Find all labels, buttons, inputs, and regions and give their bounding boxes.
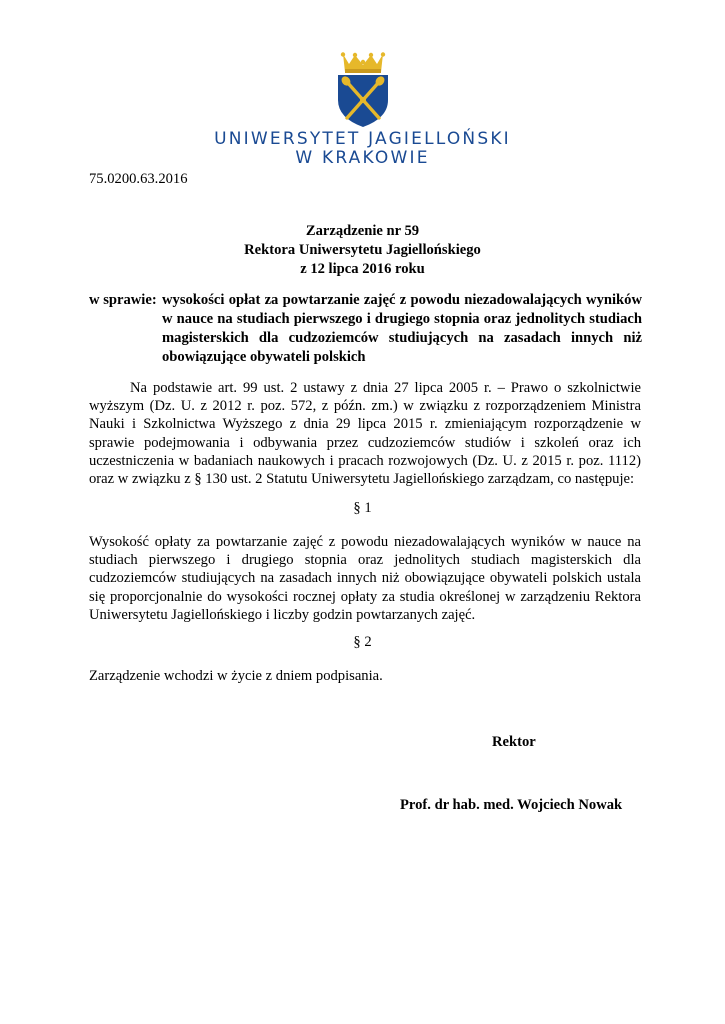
university-name-line2: W KRAKOWIE <box>295 148 430 168</box>
subject-block <box>89 291 642 367</box>
crest-icon <box>333 52 393 128</box>
section-1-mark: § 1 <box>353 500 372 516</box>
signer-name: Prof. dr hab. med. Wojciech Nowak <box>400 797 623 813</box>
rector-label: Rektor <box>492 734 536 750</box>
subject-label: w sprawie: <box>89 292 157 308</box>
section-2-text: Zarządzenie wchodzi w życie z dniem podpisania. <box>89 668 383 684</box>
title-line-2: Rektora Uniwersytetu Jagiellońskiego <box>244 242 481 258</box>
preamble-paragraph: Na podstawie art. 99 ust. 2 ustawy z dnia 27 lipca 2005 r. – Prawo o szkolnictwie wyższym (Dz. U. z 2012 r. poz. 572, z późn. zm.) w związku z rozporządzeniem Ministra Nauki i Szkolnictwa Wyższego z dnia 29 lipca 2015 r. zmieniającym rozporządzenie w sprawie podejmowania i odbywania przez cudzoziemców studiów i szkoleń oraz ich uczestniczenia w badaniach naukowych i pracach rozwojowych (Dz. U. z 2015 r. poz. 1112) oraz w związku z § 130 ust. 2 Statutu Uniwersytetu Jagiellońskiego zarządzam, co następuje: <box>89 380 641 488</box>
section-1-text: Wysokość opłaty za powtarzanie zajęć z powodu niezadowalających wyników w nauce na studiach pierwszego i drugiego stopnia oraz jednolitych studiach magisterskich dla cudzoziemców studiujących na zasadach innych niż obowiązujące obywateli polskich ustala się proporcjonalnie do wysokości rocznej opłaty za studia określonej w zarządzeniu Rektora Uniwersytetu Jagiellońskiego i liczby godzin powtarzanych zajęć. <box>89 534 641 623</box>
section-2-mark: § 2 <box>353 634 372 650</box>
subject-text: wysokości opłat za powtarzanie zajęć z powodu niezadowalających wyników w nauce na studiach pierwszego i drugiego stopnia oraz jednolitych studiach magisterskich dla cudzoziemców studiujących na zasadach innych niż obowiązujące obywateli polskich <box>162 292 642 365</box>
title-line-1: Zarządzenie nr 59 <box>305 223 420 239</box>
document-title <box>0 222 725 279</box>
title-line-3: z 12 lipca 2016 roku <box>300 261 425 277</box>
document-number: 75.0200.63.2016 <box>89 171 188 187</box>
university-name-line1: UNIWERSYTET JAGIELLOŃSKI <box>214 129 511 149</box>
university-name <box>0 130 725 168</box>
university-logo <box>0 52 725 128</box>
